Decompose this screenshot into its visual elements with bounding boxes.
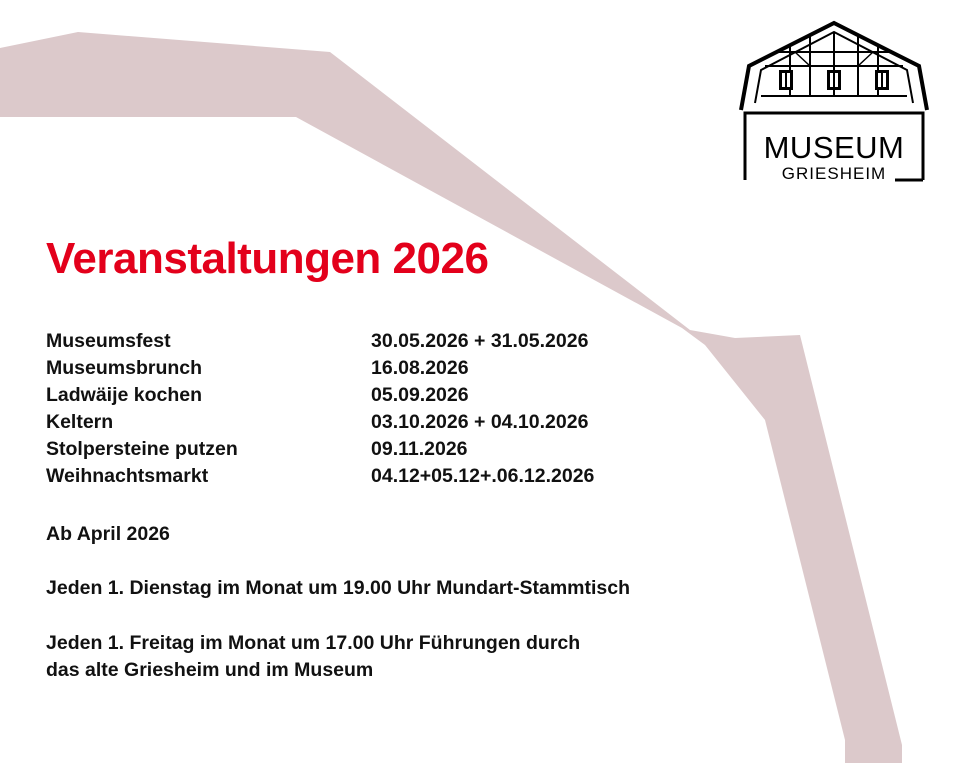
event-date: 04.12+05.12+.06.12.2026	[371, 465, 595, 487]
event-date: 16.08.2026	[371, 357, 469, 379]
recurring-fuehrungen-line-2: das alte Griesheim und im Museum	[46, 659, 374, 681]
event-date: 03.10.2026 + 04.10.2026	[371, 411, 589, 433]
event-name: Stolpersteine putzen	[46, 438, 238, 460]
event-name: Keltern	[46, 411, 114, 433]
recurring-stammtisch: Jeden 1. Dienstag im Monat um 19.00 Uhr Mundart-Stammtisch	[46, 577, 631, 599]
page-title: Veranstaltungen 2026	[46, 234, 489, 283]
event-date: 05.09.2026	[371, 384, 469, 406]
museum-griesheim-logo	[735, 18, 933, 183]
event-date: 09.11.2026	[371, 438, 468, 460]
event-name: Museumsfest	[46, 330, 171, 352]
event-date: 30.05.2026 + 31.05.2026	[371, 330, 589, 352]
logo-word: MUSEUM	[763, 130, 905, 165]
recurring-fuehrungen-line-1: Jeden 1. Freitag im Monat um 17.00 Uhr Führungen durch	[46, 632, 581, 654]
event-name: Weihnachtsmarkt	[46, 465, 209, 487]
event-name: Museumsbrunch	[46, 357, 203, 379]
logo-subword: GRIESHEIM	[781, 164, 887, 183]
since-note: Ab April 2026	[46, 523, 170, 545]
event-name: Ladwäije kochen	[46, 384, 203, 406]
